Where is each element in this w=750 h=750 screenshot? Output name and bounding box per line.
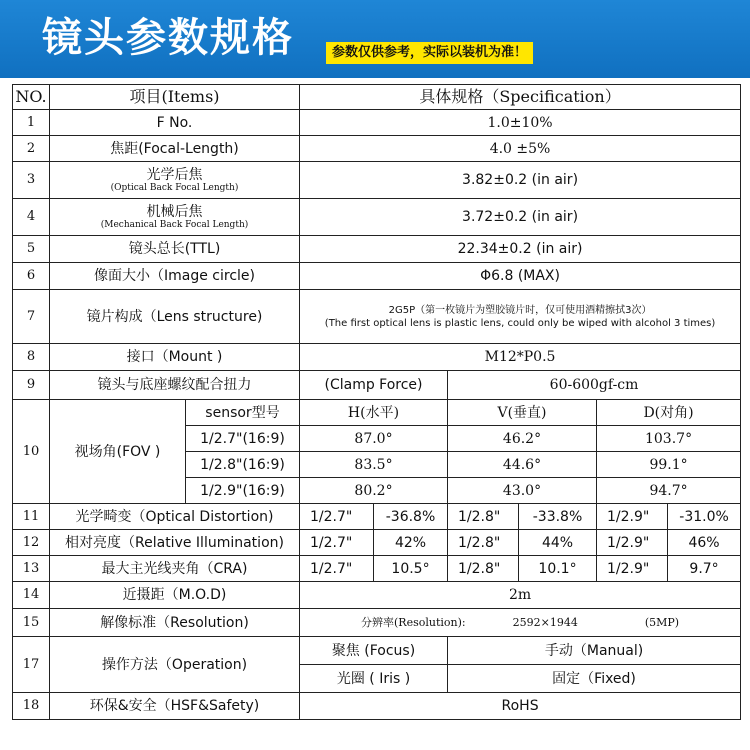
row-no: 9: [13, 371, 50, 400]
sensor-size: 1/2.8": [448, 504, 519, 530]
row-item: 镜头与底座螺纹配合扭力: [50, 371, 300, 400]
iris-label: 光圈 ( Iris ): [300, 665, 448, 693]
row-spec: 22.34±0.2 (in air): [300, 236, 741, 263]
table-row: [13, 530, 741, 556]
row-no: 1: [13, 110, 50, 136]
row-item: 操作方法（Operation): [50, 637, 300, 693]
spec-table: [12, 84, 741, 720]
row-spec: RoHS: [300, 693, 741, 720]
row-item-sub: (Mechanical Back Focal Length): [100, 219, 249, 230]
value-cell: -36.8%: [374, 504, 448, 530]
fov-v: 43.0°: [448, 478, 597, 504]
fov-d-header: D(对角): [597, 400, 741, 426]
row-item: 镜头总长(TTL): [50, 236, 300, 263]
row-spec: 4.0 ±5%: [300, 136, 741, 162]
table-row: [13, 263, 741, 290]
row-no: 7: [13, 290, 50, 344]
sensor-model-header: sensor型号: [186, 400, 300, 426]
sensor-size: 1/2.7": [300, 556, 374, 582]
row-spec: 3.82±0.2 (in air): [300, 162, 741, 199]
row-no: 18: [13, 693, 50, 720]
table-row: [13, 637, 741, 665]
resolution-label: 分辨率(Resolution):: [361, 615, 466, 629]
sensor-size: 1/2.8": [448, 556, 519, 582]
row-item: 像面大小（Image circle): [50, 263, 300, 290]
sensor-size: 1/2.8": [448, 530, 519, 556]
fov-v-header: V(垂直): [448, 400, 597, 426]
value-cell: 9.7°: [668, 556, 741, 582]
row-item: [50, 199, 300, 236]
table-row: [13, 582, 741, 609]
row-item: [50, 162, 300, 199]
table-row: [13, 504, 741, 530]
row-no: 10: [13, 400, 50, 504]
row-spec-label: (Clamp Force): [300, 371, 448, 400]
col-no-header: NO.: [13, 85, 50, 110]
page-title: 镜头参数规格: [42, 15, 294, 61]
value-cell: -31.0%: [668, 504, 741, 530]
col-spec-header: 具体规格（Specification）: [300, 85, 741, 110]
table-row: [13, 110, 741, 136]
row-item: F No.: [50, 110, 300, 136]
row-spec: [300, 290, 741, 344]
table-row: [13, 162, 741, 199]
value-cell: 10.5°: [374, 556, 448, 582]
table-header-row: [13, 85, 741, 110]
row-spec: M12*P0.5: [300, 344, 741, 371]
row-item-main: 机械后焦: [146, 203, 203, 220]
header-banner: [0, 0, 750, 78]
row-item-sub: (Optical Back Focal Length): [110, 182, 239, 193]
row-no: 3: [13, 162, 50, 199]
row-item: 相对亮度（Relative Illumination): [50, 530, 300, 556]
sensor-size: 1/2.7": [300, 504, 374, 530]
disclaimer-badge: 参数仅供参考，实际以装机为准！: [326, 42, 533, 64]
row-no: 4: [13, 199, 50, 236]
row-item: 焦距(Focal-Length): [50, 136, 300, 162]
row-no: 15: [13, 609, 50, 637]
row-spec-main: 2G5P（第一枚镜片为塑胶镜片时，仅可使用酒精擦拭3次）: [388, 304, 652, 316]
row-item: 最大主光线夹角（CRA): [50, 556, 300, 582]
row-no: 8: [13, 344, 50, 371]
row-item-main: 光学后焦: [146, 166, 203, 183]
fov-label: 视场角(FOV ): [50, 400, 186, 504]
fov-h-header: H(水平): [300, 400, 448, 426]
row-item: 镜片构成（Lens structure): [50, 290, 300, 344]
value-cell: 10.1°: [519, 556, 597, 582]
table-row: [13, 344, 741, 371]
row-item: 接口（Mount ): [50, 344, 300, 371]
fov-sensor: 1/2.7"(16:9): [186, 426, 300, 452]
row-no: 13: [13, 556, 50, 582]
fov-v: 44.6°: [448, 452, 597, 478]
table-row: [13, 556, 741, 582]
focus-value: 手动（Manual): [448, 637, 741, 665]
focus-label: 聚焦 (Focus): [300, 637, 448, 665]
row-item: 近摄距（M.O.D): [50, 582, 300, 609]
fov-h: 80.2°: [300, 478, 448, 504]
row-no: 6: [13, 263, 50, 290]
row-spec: 60-600gf-cm: [448, 371, 741, 400]
row-item: 解像标准（Resolution): [50, 609, 300, 637]
row-no: 17: [13, 637, 50, 693]
table-row: [13, 136, 741, 162]
row-no: 12: [13, 530, 50, 556]
value-cell: -33.8%: [519, 504, 597, 530]
value-cell: 44%: [519, 530, 597, 556]
fov-h: 87.0°: [300, 426, 448, 452]
row-spec: 3.72±0.2 (in air): [300, 199, 741, 236]
row-spec: Φ6.8 (MAX): [300, 263, 741, 290]
fov-d: 103.7°: [597, 426, 741, 452]
fov-header-row: [13, 400, 741, 426]
fov-v: 46.2°: [448, 426, 597, 452]
col-item-header: 项目(Items): [50, 85, 300, 110]
resolution-value: 2592×1944: [512, 615, 578, 629]
row-item: 环保&安全（HSF&Safety): [50, 693, 300, 720]
row-spec: [300, 609, 741, 637]
table-row: [13, 371, 741, 400]
sensor-size: 1/2.7": [300, 530, 374, 556]
fov-d: 99.1°: [597, 452, 741, 478]
sensor-size: 1/2.9": [597, 504, 668, 530]
table-row: [13, 693, 741, 720]
row-spec-sub: (The first optical lens is plastic lens, could only be wiped with alcohol 3 times): [324, 317, 716, 329]
table-row: [13, 609, 741, 637]
row-spec: 2m: [300, 582, 741, 609]
row-no: 11: [13, 504, 50, 530]
iris-value: 固定（Fixed): [448, 665, 741, 693]
table-row: [13, 290, 741, 344]
value-cell: 46%: [668, 530, 741, 556]
table-row: [13, 236, 741, 263]
sensor-size: 1/2.9": [597, 556, 668, 582]
row-no: 5: [13, 236, 50, 263]
fov-d: 94.7°: [597, 478, 741, 504]
row-no: 2: [13, 136, 50, 162]
fov-h: 83.5°: [300, 452, 448, 478]
resolution-mp: (5MP): [644, 615, 680, 629]
row-spec: 1.0±10%: [300, 110, 741, 136]
table-row: [13, 199, 741, 236]
row-item: 光学畸变（Optical Distortion): [50, 504, 300, 530]
fov-sensor: 1/2.8"(16:9): [186, 452, 300, 478]
row-no: 14: [13, 582, 50, 609]
fov-sensor: 1/2.9"(16:9): [186, 478, 300, 504]
sensor-size: 1/2.9": [597, 530, 668, 556]
value-cell: 42%: [374, 530, 448, 556]
